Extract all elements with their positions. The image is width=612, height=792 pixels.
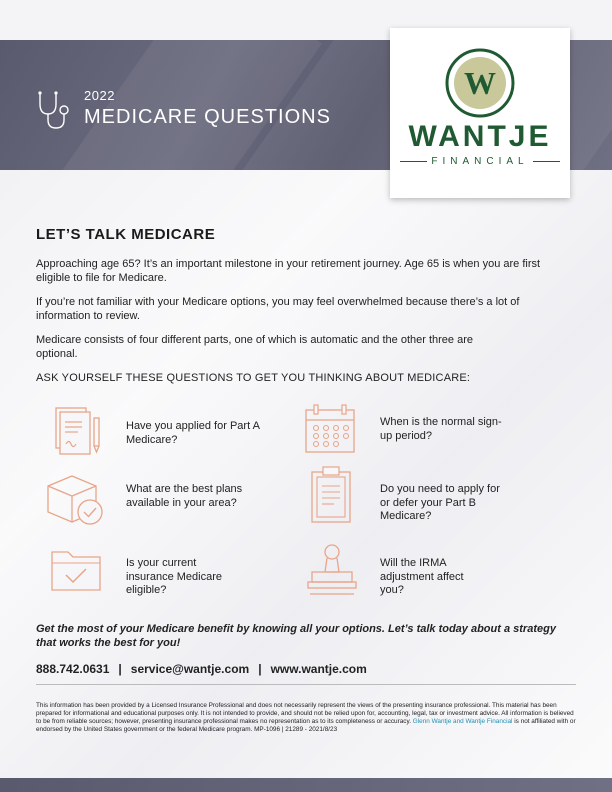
- question-signup-period: When is the normal sign-up period?: [380, 416, 502, 442]
- header-year: 2022: [84, 88, 115, 103]
- document-pen-icon: [52, 404, 104, 458]
- stethoscope-icon: [34, 90, 72, 132]
- logo-divider: [533, 161, 560, 162]
- logo-letter: W: [464, 65, 496, 101]
- parts-paragraph: Medicare consists of four different parts, one of which is automatic and the other three are optional.: [36, 334, 473, 360]
- question-part-b: Do you need to apply for or defer your Part B Medicare?: [380, 483, 500, 522]
- box-check-icon: [44, 468, 108, 528]
- page-title: MEDICARE QUESTIONS: [84, 106, 331, 128]
- contact-separator: |: [258, 662, 262, 676]
- contact-line: [36, 662, 367, 676]
- section-heading: LET’S TALK MEDICARE: [36, 226, 216, 243]
- website-link[interactable]: www.wantje.com: [270, 662, 367, 676]
- options-paragraph: If you’re not familiar with your Medicare options, you may feel overwhelmed because there’s a lot of information to review.: [36, 296, 520, 322]
- divider: [36, 684, 576, 685]
- logo-sub: FINANCIAL: [431, 156, 529, 167]
- folder-check-icon: [48, 544, 104, 596]
- email-link[interactable]: service@wantje.com: [130, 662, 250, 676]
- stamp-icon: [304, 542, 360, 600]
- calendar-icon: [302, 402, 358, 456]
- question-current-insurance: Is your current insurance Medicare eligible?: [126, 557, 222, 596]
- question-part-a: Have you applied for Part A Medicare?: [126, 420, 260, 446]
- disclaimer-highlight: Glenn Wantje and Wantje Financial: [412, 718, 513, 725]
- logo-divider: [400, 161, 427, 162]
- phone-link[interactable]: 888.742.0631: [36, 662, 110, 676]
- disclaimer: [36, 702, 576, 734]
- question-irma: Will the IRMA adjustment affect you?: [380, 557, 464, 596]
- questions-heading: ASK YOURSELF THESE QUESTIONS TO GET YOU THINKING ABOUT MEDICARE:: [36, 372, 471, 384]
- footer-band: [0, 778, 612, 792]
- contact-separator: |: [118, 662, 122, 676]
- logo-emblem-icon: [445, 48, 515, 118]
- company-logo: [390, 28, 570, 198]
- disclaimer-text: This information has been provided by a Licensed Insurance Professional and does not necessarily represent the views of the presenting insurance professional. This material has been prepared for informational and educational purposes only. It is not intended to provide, and should not be relied upon for, accounting, legal, tax or investment advice. All information is believed to be from reliable sources; however, presenting insurance professional makes no representation as to its completeness or accuracy.: [36, 702, 574, 725]
- call-to-action: Get the most of your Medicare benefit by knowing all your options. Let’s talk today about a strategy that works the best for you!: [36, 623, 556, 649]
- logo-name: WANTJE: [408, 120, 552, 153]
- question-best-plans: What are the best plans available in your area?: [126, 483, 243, 509]
- intro-paragraph: Approaching age 65? It’s an important milestone in your retirement journey. Age 65 is when you are first eligible to file for Medicare.: [36, 258, 541, 284]
- clipboard-icon: [308, 464, 354, 526]
- disclaimer-text-end: is not affiliated with or endorsed by the United States government or the federal Medicare program. MP-1096 | 21289 - 2021/8/23: [36, 718, 576, 733]
- logo-tagline: [400, 156, 560, 167]
